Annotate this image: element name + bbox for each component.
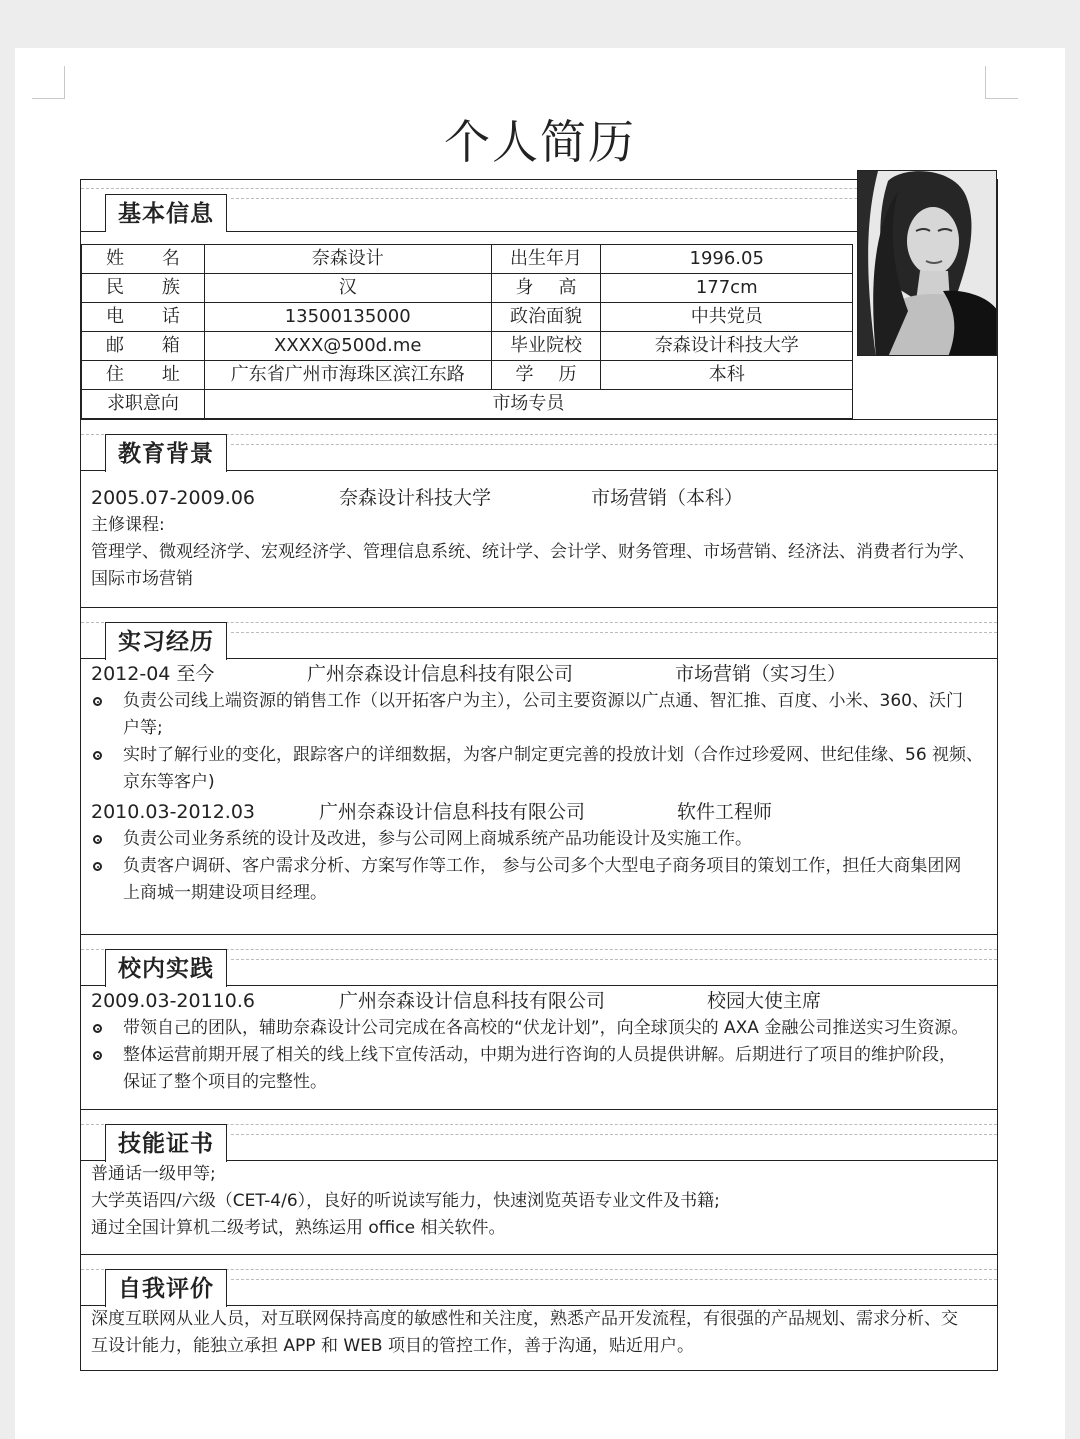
courses-line: 管理学、微观经济学、宏观经济学、管理信息系统、统计学、会计学、财务管理、市场营销、经济法、消费者行为学、 — [91, 542, 975, 562]
section-header-campus — [81, 934, 997, 986]
campus-company: 广州奈森设计信息科技有限公司 — [339, 990, 606, 1012]
education-school: 奈森设计科技大学 — [339, 487, 492, 509]
skill-line: 大学英语四/六级（CET-4/6），良好的听说读写能力，快速浏览英语专业文件及书籍; — [91, 1191, 720, 1211]
basic-info-table — [81, 244, 853, 419]
height-value: 177cm — [601, 274, 853, 303]
phone-value: 13500135000 — [204, 303, 491, 332]
bullet-icon — [93, 835, 102, 844]
school-value: 奈森设计科技大学 — [601, 332, 853, 361]
internship-company: 广州奈森设计信息科技有限公司 — [319, 801, 586, 823]
phone-label: 电 话 — [82, 303, 205, 332]
political-value: 中共党员 — [601, 303, 853, 332]
self-eval-line: 深度互联网从业人员，对互联网保持高度的敏感性和关注度，熟悉产品开发流程，有很强的产品规划、需求分析、交 — [91, 1309, 958, 1329]
crop-mark-top-right — [985, 66, 1018, 99]
education-row — [91, 484, 987, 512]
internship-period: 2010.03-2012.03 — [91, 801, 255, 823]
bullet-icon — [93, 1051, 102, 1060]
address-value: 广东省广州市海珠区滨江东路 — [204, 361, 491, 390]
school-label: 毕业院校 — [491, 332, 601, 361]
table-row — [82, 332, 853, 361]
birth-label: 出生年月 — [491, 245, 601, 274]
section-header-education — [81, 419, 997, 471]
campus-block — [91, 987, 987, 1096]
table-row — [82, 390, 853, 419]
self-eval-line: 互设计能力，能独立承担 APP 和 WEB 项目的管控工作，善于沟通，贴近用户。 — [91, 1336, 694, 1356]
ethnic-value: 汉 — [204, 274, 491, 303]
bullet-icon — [93, 862, 102, 871]
section-header-internship — [81, 607, 997, 659]
intent-value: 市场专员 — [204, 390, 852, 419]
address-label: 住 址 — [82, 361, 205, 390]
list-item: 实时了解行业的变化，跟踪客户的详细数据，为客户制定更完善的投放计划（合作过珍爱网、世纪佳缘、56 视频、 京东等客户) — [91, 742, 987, 796]
campus-role: 校园大使主席 — [707, 990, 822, 1012]
bullet-icon — [93, 751, 102, 760]
section-title-self: 自我评价 — [105, 1269, 227, 1307]
name-label: 姓 名 — [82, 245, 205, 274]
internship-row — [91, 660, 987, 688]
courses-line: 国际市场营销 — [91, 569, 193, 589]
section-title-education: 教育背景 — [105, 434, 227, 472]
list-item: 负责公司业务系统的设计及改进，参与公司网上商城系统产品功能设计及实施工作。 — [91, 826, 987, 853]
bullet-icon — [93, 1024, 102, 1033]
campus-row — [91, 987, 987, 1015]
ethnic-label: 民 族 — [82, 274, 205, 303]
list-item: 整体运营前期开展了相关的线上线下宣传活动，中期为进行咨询的人员提供讲解。后期进行了项目的维护阶段， 保证了整个项目的完整性。 — [91, 1042, 987, 1096]
courses-label: 主修课程: — [91, 515, 165, 535]
internship-row — [91, 798, 987, 826]
table-row — [82, 274, 853, 303]
list-item: 带领自己的团队，辅助奈森设计公司完成在各高校的“伏龙计划”，向全球顶尖的 AXA 金融公司推送实习生资源。 — [91, 1015, 987, 1042]
resume-frame — [80, 179, 998, 1371]
page-title: 个人简历 — [444, 115, 636, 169]
list-item: 负责公司线上端资源的销售工作（以开拓客户为主），公司主要资源以广点通、智汇推、百度、小米、360、沃门 户等; — [91, 688, 987, 742]
internship-period: 2012-04 至今 — [91, 663, 215, 685]
table-row — [82, 245, 853, 274]
political-label: 政治面貌 — [491, 303, 601, 332]
section-title-campus: 校内实践 — [105, 949, 227, 987]
section-title-skills: 技能证书 — [105, 1124, 227, 1162]
table-row — [82, 303, 853, 332]
internship-role: 软件工程师 — [677, 801, 773, 823]
section-title-basic: 基本信息 — [105, 194, 227, 232]
internship-company: 广州奈森设计信息科技有限公司 — [307, 663, 574, 685]
internship-role: 市场营销（实习生） — [675, 663, 847, 685]
profile-photo — [857, 170, 997, 356]
email-value: XXXX@500d.me — [204, 332, 491, 361]
degree-label: 学 历 — [491, 361, 601, 390]
education-period: 2005.07-2009.06 — [91, 487, 255, 509]
name-value: 奈森设计 — [204, 245, 491, 274]
skills-block — [91, 1161, 987, 1242]
email-label: 邮 箱 — [82, 332, 205, 361]
education-major: 市场营销（本科） — [591, 487, 744, 509]
education-block — [91, 484, 987, 593]
crop-mark-top-left — [32, 66, 65, 99]
skill-line: 通过全国计算机二级考试，熟练运用 office 相关软件。 — [91, 1218, 506, 1238]
self-eval-block — [91, 1306, 987, 1360]
birth-value: 1996.05 — [601, 245, 853, 274]
bullet-icon — [93, 697, 102, 706]
section-header-self — [81, 1254, 997, 1306]
section-header-skills — [81, 1109, 997, 1161]
campus-period: 2009.03-20110.6 — [91, 990, 255, 1012]
list-item: 负责客户调研、客户需求分析、方案写作等工作， 参与公司多个大型电子商务项目的策划工作，担任大商集团网 上商城一期建设项目经理。 — [91, 853, 987, 907]
intent-label: 求职意向 — [82, 390, 205, 419]
skill-line: 普通话一级甲等; — [91, 1164, 216, 1184]
table-row — [82, 361, 853, 390]
degree-value: 本科 — [601, 361, 853, 390]
section-title-internship: 实习经历 — [105, 622, 227, 660]
internship-block — [91, 660, 987, 907]
height-label: 身 高 — [491, 274, 601, 303]
